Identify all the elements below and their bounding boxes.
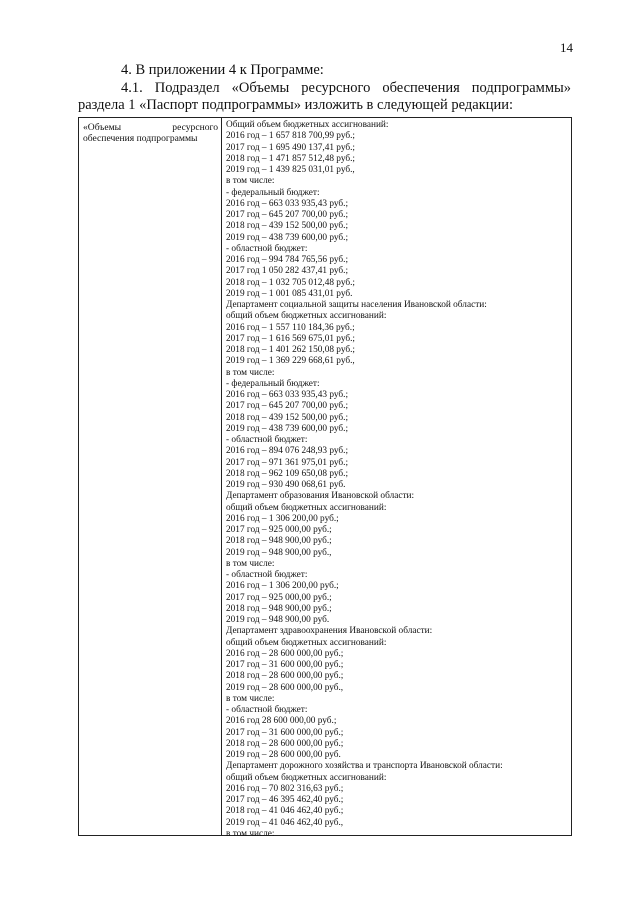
table-left-cell [79, 118, 222, 835]
right-cell-line: 2019 год – 1 439 825 031,01 руб., [226, 165, 355, 175]
right-cell-line: 2017 год – 46 395 462,40 руб.; [226, 795, 344, 805]
left-cell-line-2: обеспечения подпрограммы [83, 133, 198, 145]
right-cell-line: 2017 год – 645 207 700,00 руб.; [226, 401, 349, 412]
right-cell-line: 2018 год – 439 152 500,00 руб.; [226, 412, 349, 423]
right-cell-line: Департамент здравоохранения Ивановской области: [226, 626, 433, 637]
right-cell-line: Департамент социальной защиты населения Ивановской области: [226, 300, 487, 310]
right-cell-line: 2017 год – 31 600 000,00 руб.; [226, 660, 344, 670]
right-cell-line: - федеральный бюджет: [226, 187, 320, 198]
right-cell-line: Департамент образования Ивановской области: [226, 491, 415, 502]
right-cell-line: 2018 год – 439 152 500,00 руб.; [226, 221, 349, 232]
right-cell-line: 2016 год – 663 033 935,43 руб.; [226, 198, 349, 209]
right-cell-line: 2018 год – 28 600 000,00 руб.; [226, 738, 344, 749]
funding-table [78, 117, 572, 839]
table-right-cell [226, 120, 566, 840]
right-cell-line: 2017 год – 925 000,00 руб.; [226, 525, 332, 535]
right-cell-line: в том числе: [226, 558, 275, 569]
right-cell-line: общий объем бюджетных ассигнований: [226, 637, 387, 648]
right-cell-line: 2018 год – 962 109 650,08 руб.; [226, 468, 349, 479]
right-cell-line: 2019 год – 438 739 600,00 руб.; [226, 423, 349, 434]
right-cell-line: 2016 год – 1 306 200,00 руб.; [226, 581, 339, 592]
right-cell-line: в том числе: [226, 367, 275, 378]
right-cell-line: общий объем бюджетных ассигнований: [226, 502, 387, 513]
right-cell-line: 2016 год – 1 306 200,00 руб.; [226, 513, 339, 524]
right-cell-line: 2019 год – 438 739 600,00 руб.; [226, 232, 349, 243]
right-cell-line: 2017 год – 645 207 700,00 руб.; [226, 210, 349, 220]
right-cell-line: общий объем бюджетных ассигнований: [226, 311, 387, 322]
right-cell-line: 2016 год – 70 802 316,63 руб.; [226, 783, 344, 794]
right-cell-line: - федеральный бюджет: [226, 378, 320, 389]
right-cell-line: 2019 год – 948 900,00 руб., [226, 547, 332, 558]
right-cell-line: - областной бюджет: [226, 705, 308, 715]
right-cell-line: в том числе: [226, 693, 275, 704]
right-cell-line: - областной бюджет: [226, 570, 308, 580]
right-cell-line: 2016 год 28 600 000,00 руб.; [226, 716, 337, 727]
right-cell-line: в том числе: [226, 828, 275, 839]
right-cell-line: общий объем бюджетных ассигнований: [226, 772, 387, 783]
right-cell-line: 2019 год – 28 600 000,00 руб., [226, 682, 344, 693]
right-cell-line: 2016 год – 1 557 110 184,36 руб.; [226, 322, 355, 333]
right-cell-line: - областной бюджет: [226, 435, 308, 445]
right-cell-line: 2018 год – 41 046 462,40 руб.; [226, 806, 344, 817]
right-cell-line: 2016 год – 994 784 765,56 руб.; [226, 255, 349, 265]
right-cell-line: - областной бюджет: [226, 243, 308, 254]
right-cell-line: 2019 год – 1 369 229 668,61 руб., [226, 356, 355, 367]
right-cell-line: 2017 год – 31 600 000,00 руб.; [226, 727, 344, 738]
intro-line-1: 4. В приложении 4 к Программе: [121, 62, 324, 78]
right-cell-line: 2017 год – 1 616 569 675,01 руб.; [226, 333, 355, 344]
right-cell-line: 2016 год – 1 657 818 700,99 руб.; [226, 131, 355, 142]
left-cell-word-1: «Объемы [83, 122, 122, 133]
right-cell-line: 2017 год – 971 361 975,01 руб.; [226, 457, 349, 468]
page-number: 14 [560, 40, 573, 55]
right-cell-line: 2018 год – 28 600 000,00 руб.; [226, 671, 344, 682]
right-cell-line: в том числе: [226, 176, 275, 187]
right-cell-line: 2019 год – 28 600 000,00 руб. [226, 750, 341, 760]
right-cell-line: 2017 год – 1 695 490 137,41 руб.; [226, 142, 355, 153]
right-cell-line: 2018 год – 1 032 705 012,48 руб.; [226, 277, 355, 288]
right-cell-line: 2017 год – 925 000,00 руб.; [226, 592, 332, 603]
right-cell-line: 2019 год – 41 046 462,40 руб., [226, 817, 344, 828]
right-cell-line: Общий объем бюджетных ассигнований: [226, 120, 389, 130]
right-cell-line: Департамент дорожного хозяйства и транспорта Ивановской области: [226, 761, 503, 772]
right-cell-line: 2018 год – 948 900,00 руб.; [226, 603, 332, 614]
right-cell-line: 2017 год 1 050 282 437,41 руб.; [226, 266, 349, 277]
right-cell-line: 2018 год – 1 471 857 512,48 руб.; [226, 153, 355, 164]
intro-line-2: 4.1. Подраздел «Объемы ресурсного обеспечения подпрограммы» [121, 80, 571, 96]
right-cell-line: 2019 год – 1 001 085 431,01 руб. [226, 288, 353, 299]
left-cell-word-2: ресурсного [172, 122, 218, 133]
right-cell-line: 2019 год – 948 900,00 руб. [226, 615, 330, 625]
right-cell-line: 2019 год – 930 490 068,61 руб. [226, 480, 346, 490]
left-cell-line-1 [83, 122, 218, 133]
right-cell-line: 2016 год – 894 076 248,93 руб.; [226, 446, 349, 457]
right-cell-line: 2016 год – 663 033 935,43 руб.; [226, 390, 349, 400]
right-cell-line: 2018 год – 1 401 262 150,08 руб.; [226, 345, 355, 355]
right-cell-line: 2016 год – 28 600 000,00 руб.; [226, 648, 344, 659]
intro-line-3: раздела 1 «Паспорт подпрограммы» изложить в следующей редакции: [78, 97, 514, 113]
right-cell-line: 2018 год – 948 900,00 руб.; [226, 536, 332, 547]
